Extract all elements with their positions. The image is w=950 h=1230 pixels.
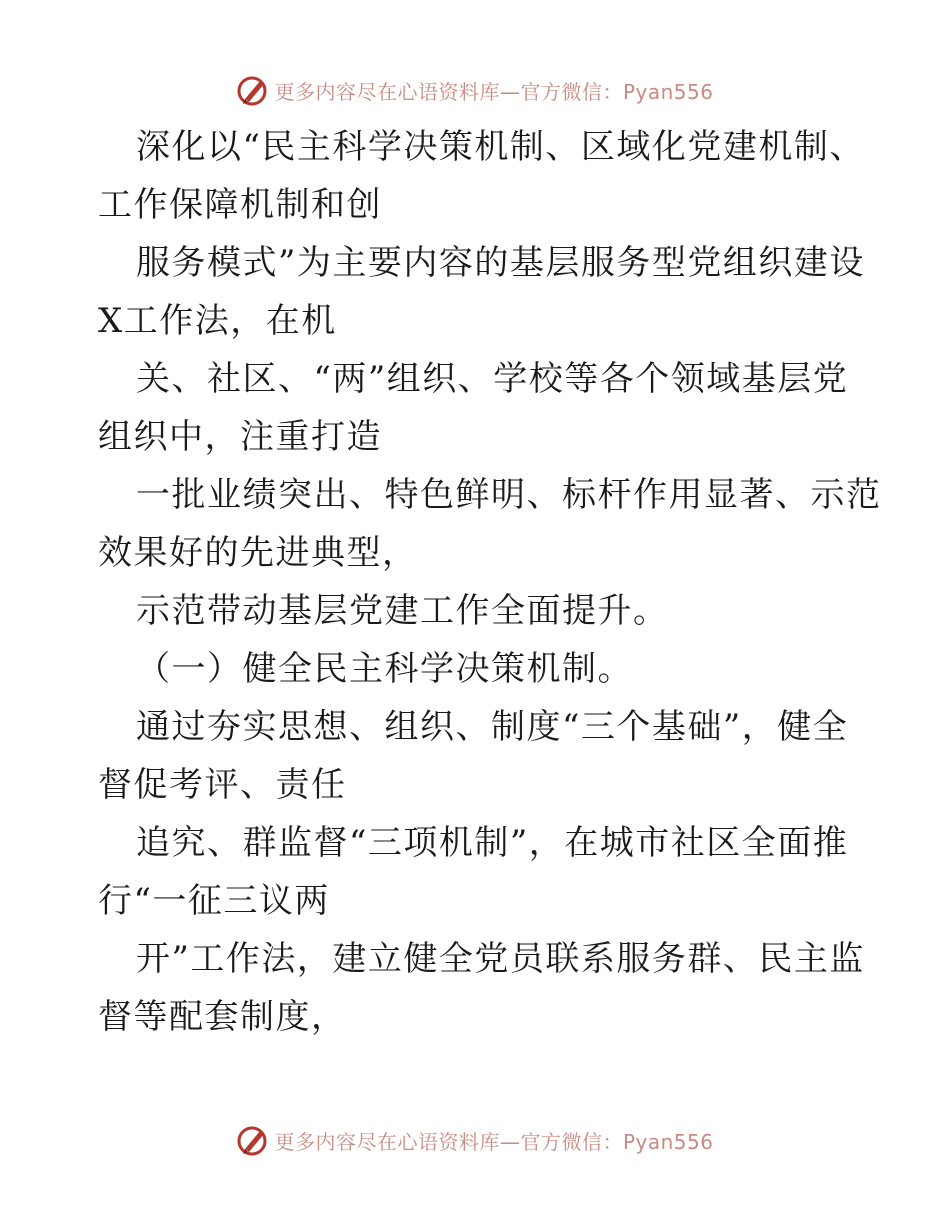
text-line: 深化以“民主科学决策机制、区域化党建机制、 — [136, 127, 865, 167]
text-line: 效果好的先进典型， — [98, 533, 418, 573]
text-line: 通过夯实思想、组织、制度“三个基础”，健全 — [136, 707, 849, 747]
text-line: 一批业绩突出、特色鲜明、标杆作用显著、示范 — [136, 475, 882, 515]
text-line: 组织中，注重打造 — [98, 417, 382, 457]
text-line: 开”工作法，建立健全党员联系服务群、民主监 — [136, 939, 865, 979]
text-line: 服务模式”为主要内容的基层服务型党组织建设 — [136, 243, 865, 283]
header-watermark — [0, 70, 950, 110]
text-line: X工作法，在机 — [98, 301, 337, 341]
document-body — [98, 118, 882, 1046]
pen-logo-icon — [236, 73, 270, 107]
text-line: 示范带动基层党建工作全面提升。 — [136, 591, 669, 631]
text-line: 追究、群监督“三项机制”，在城市社区全面推 — [136, 823, 849, 863]
section-heading: （一）健全民主科学决策机制。 — [136, 649, 633, 689]
text-line: 行“一征三议两 — [98, 881, 330, 921]
text-line: 关、社区、“两”组织、学校等各个领域基层党 — [136, 359, 849, 399]
text-line: 督等配套制度， — [98, 997, 347, 1037]
watermark-text: 更多内容尽在心语资料库—官方微信：Pyan556 — [274, 1129, 714, 1154]
watermark-text: 更多内容尽在心语资料库—官方微信：Pyan556 — [274, 79, 714, 104]
footer-watermark — [0, 1120, 950, 1160]
pen-logo-icon — [236, 1123, 270, 1157]
text-line: 工作保障机制和创 — [98, 185, 382, 225]
text-line: 督促考评、责任 — [98, 765, 347, 805]
